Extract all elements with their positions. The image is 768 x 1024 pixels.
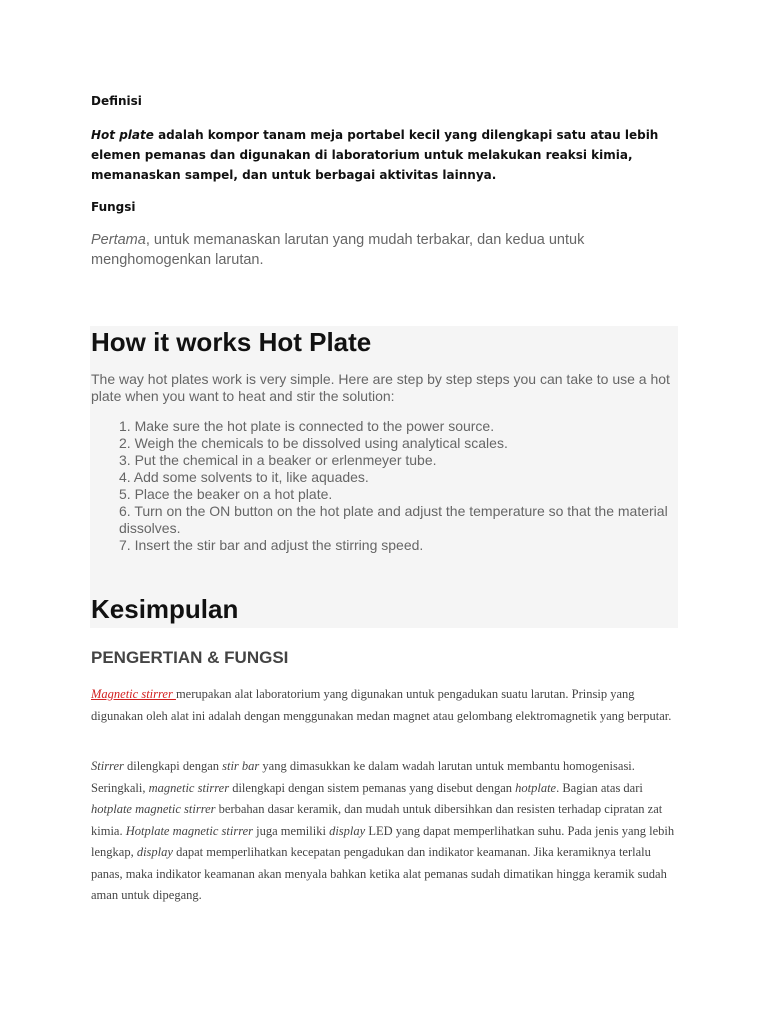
- paragraph-text: LED yang dapat memperlihatkan suhu. Pada jenis yang lebih lengkap,: [91, 823, 675, 859]
- fungsi-paragraph: [91, 230, 651, 270]
- italic-term: stir bar: [222, 759, 260, 773]
- definisi-paragraph: [91, 125, 685, 185]
- italic-term: hotplate magnetic stirrer: [91, 802, 216, 816]
- fungsi-heading: Fungsi: [91, 200, 136, 214]
- italic-term: hotplate: [515, 780, 557, 795]
- step-item: 7. Insert the stir bar and adjust the stirring speed.: [119, 537, 424, 553]
- paragraph-text: dilengkapi dengan: [123, 759, 223, 773]
- pengertian-paragraph-2: [91, 756, 681, 907]
- definisi-term: Hot plate: [91, 128, 154, 142]
- italic-term: Stirrer: [91, 759, 124, 773]
- how-it-works-intro: The way hot plates work is very simple. Here are step by step steps you can take to use a hot plate when you want to heat and stir the solution:: [91, 371, 670, 404]
- how-it-works-title: How it works Hot Plate: [91, 327, 372, 357]
- paragraph-text: . Bagian atas dari: [556, 780, 643, 795]
- italic-term: display: [329, 823, 366, 838]
- definisi-text: adalah kompor tanam meja portabel kecil yang dilengkapi satu atau lebih elemen pemanas dan digunakan di laboratorium untuk melakukan reaksi kimia, memanaskan sampel, dan untuk berbagai aktivitas lainnya.: [91, 128, 659, 182]
- step-item: 5. Place the beaker on a hot plate.: [119, 486, 333, 502]
- pengertian-p1-text: merupakan alat laboratorium yang digunakan untuk pengadukan suatu larutan. Prinsip yang digunakan oleh alat ini adalah dengan menggunakan medan magnet atau gelombang elektromagnetik yang berputar.: [91, 687, 672, 723]
- italic-term: Hotplate magnetic stirrer: [125, 823, 254, 838]
- paragraph-text: juga memiliki: [253, 823, 330, 838]
- step-item: 1. Make sure the hot plate is connected to the power source.: [119, 418, 495, 434]
- definisi-heading: Definisi: [91, 94, 142, 108]
- step-item: 4. Add some solvents to it, like aquades.: [119, 469, 369, 485]
- italic-term: magnetic stirrer: [148, 780, 230, 795]
- magnetic-stirrer-link[interactable]: Magnetic stirrer: [91, 687, 176, 701]
- step-item: 6. Turn on the ON button on the hot plate and adjust the temperature so that the material dissolves.: [119, 503, 668, 536]
- paragraph-text: dilengkapi dengan sistem pemanas yang disebut dengan: [229, 780, 516, 795]
- paragraph-text: yang dimasukkan ke dalam wadah larutan untuk membantu homogenisasi. Seringkali,: [91, 759, 635, 795]
- fungsi-lead: Pertama: [91, 232, 146, 248]
- steps-list: [119, 418, 674, 554]
- step-item: 3. Put the chemical in a beaker or erlenmeyer tube.: [119, 452, 437, 468]
- fungsi-text: , untuk memanaskan larutan yang mudah terbakar, dan kedua untuk menghomogenkan larutan.: [91, 232, 585, 268]
- pengertian-title: PENGERTIAN & FUNGSI: [91, 648, 289, 667]
- paragraph-text: berbahan dasar keramik, dan mudah untuk dibersihkan dan resisten terhadap cipratan zat kimia.: [91, 802, 663, 838]
- italic-term: display: [136, 845, 173, 859]
- paragraph-text: dapat memperlihatkan kecepatan pengadukan dan indikator keamanan. Jika keramiknya terlalu panas, maka indikator keamanan akan menyala bahkan ketika alat pemanas sudah dimatikan hingga keramik sudah aman untuk dipegang.: [91, 845, 667, 902]
- pengertian-paragraph-1: [91, 684, 681, 727]
- step-item: 2. Weigh the chemicals to be dissolved using analytical scales.: [119, 435, 508, 451]
- kesimpulan-title: Kesimpulan: [91, 594, 239, 624]
